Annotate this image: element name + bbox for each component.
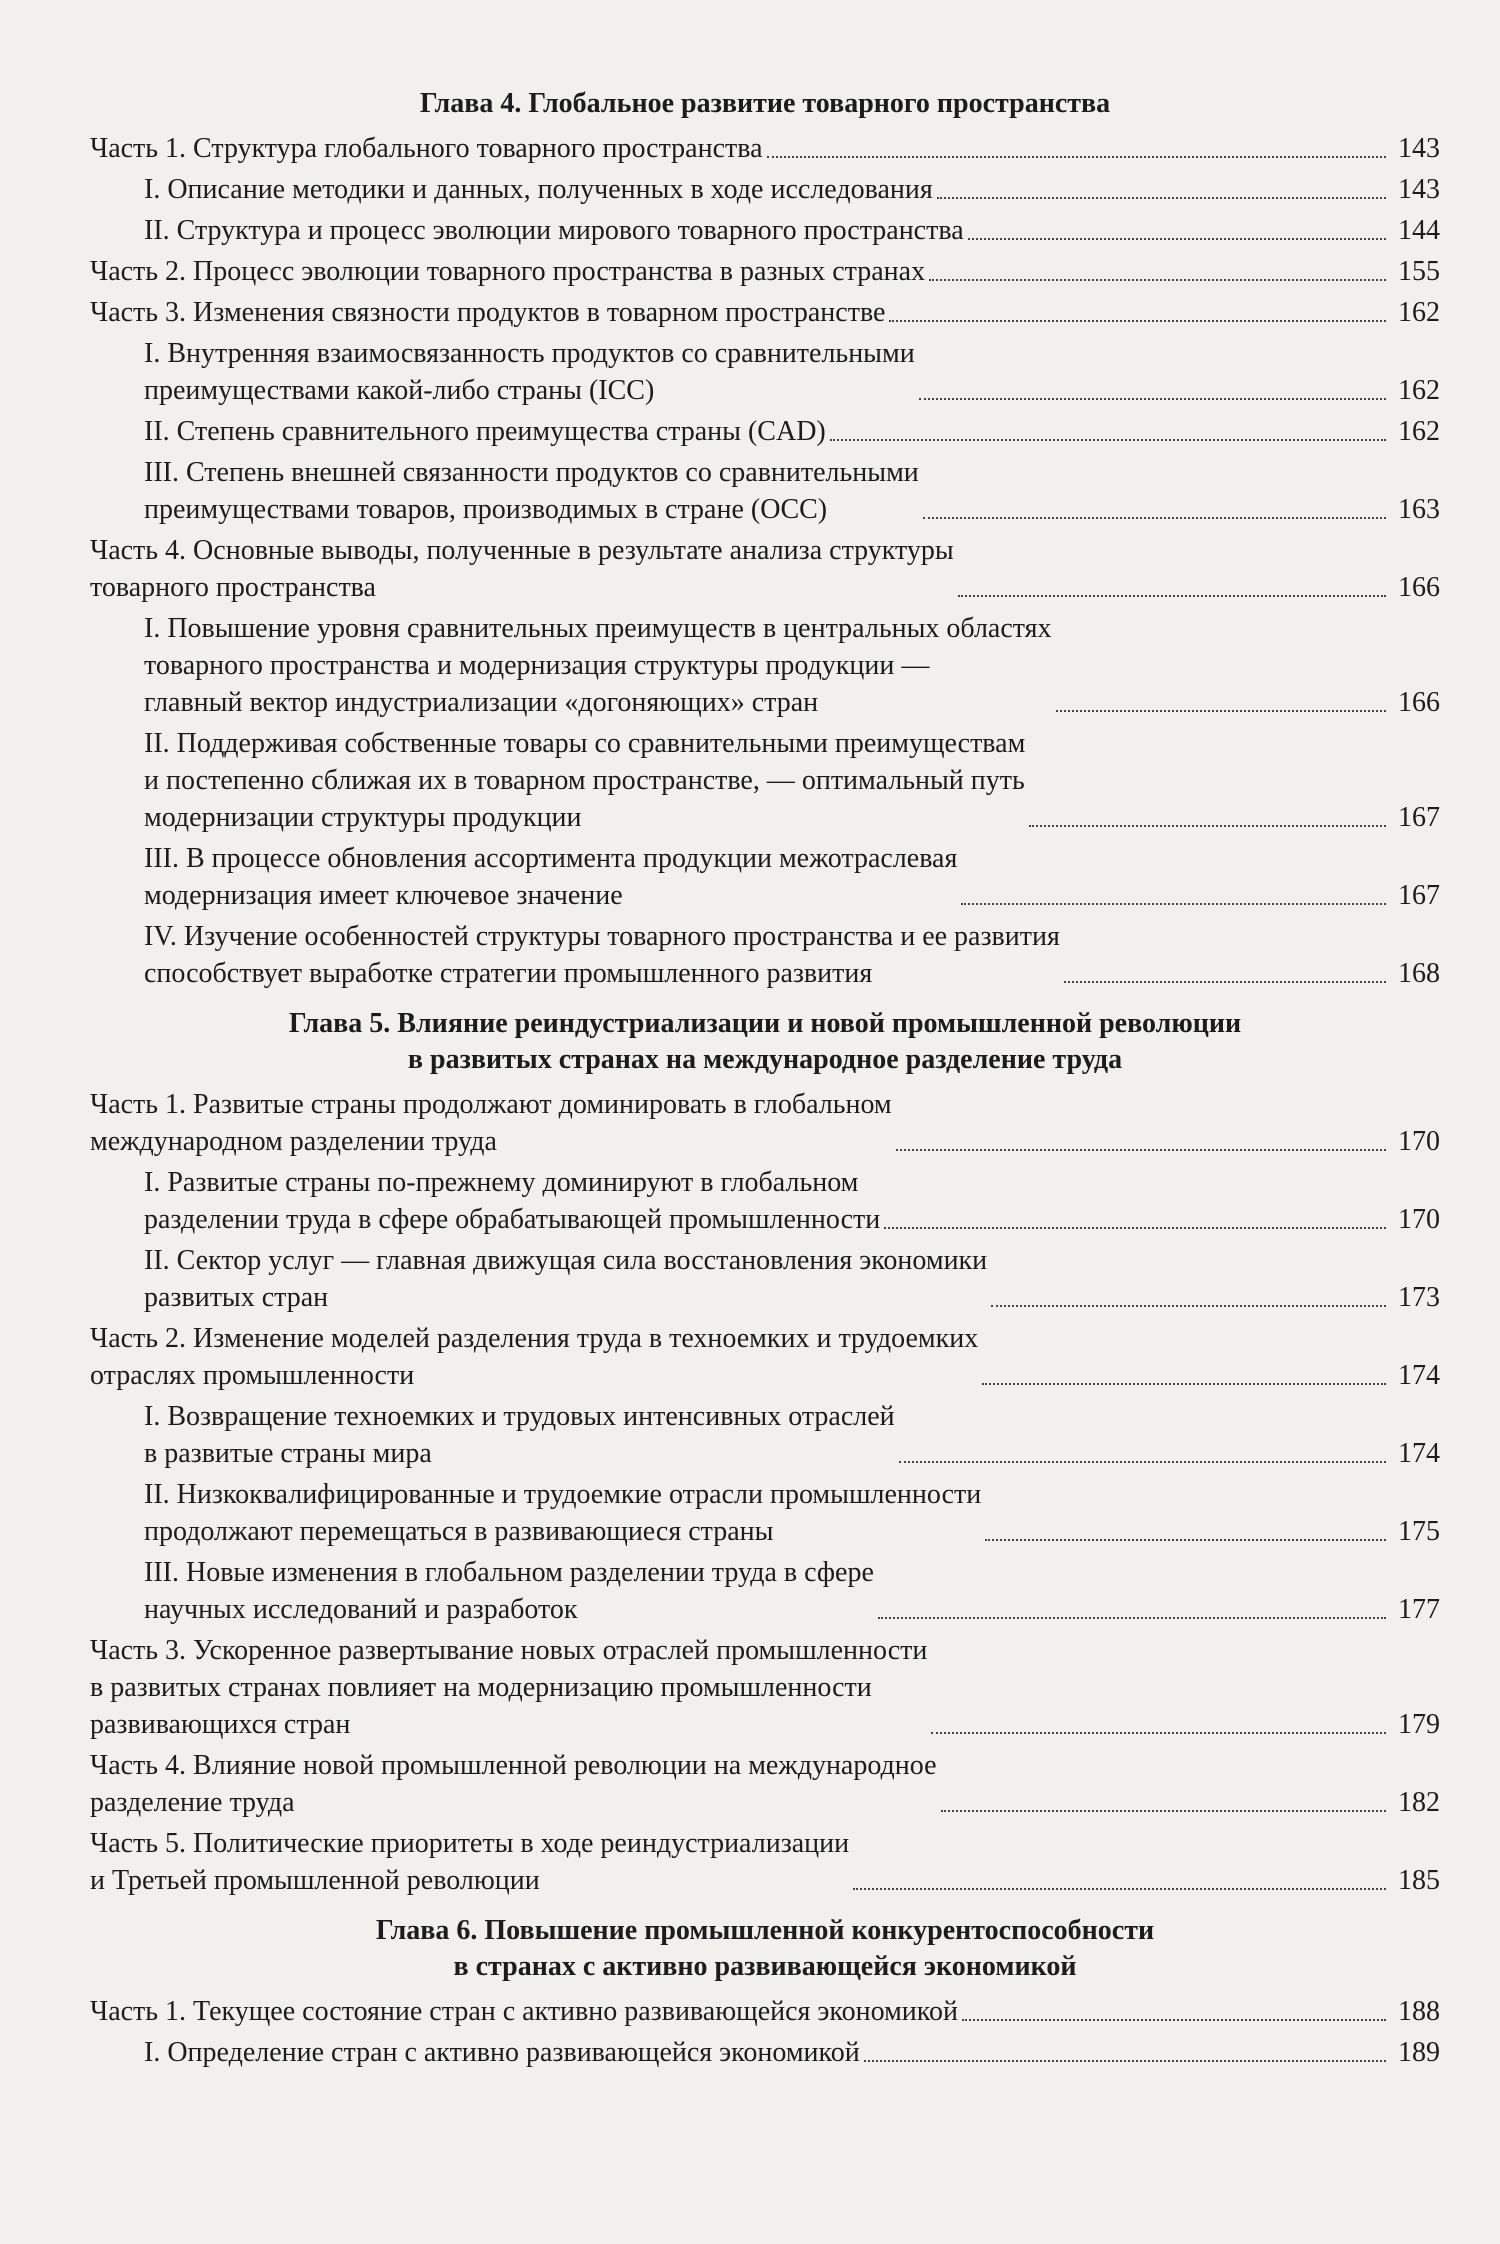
toc-page-number: 188 bbox=[1398, 1996, 1440, 2027]
toc-part-entry[interactable] bbox=[90, 1825, 1440, 1899]
dot-leader bbox=[1029, 825, 1386, 827]
dot-leader bbox=[929, 279, 1386, 281]
toc-subsection-entry[interactable] bbox=[90, 1476, 1440, 1550]
dot-leader bbox=[923, 517, 1386, 519]
dot-leader bbox=[878, 1617, 1386, 1619]
toc-page-number: 143 bbox=[1398, 174, 1440, 205]
dot-leader bbox=[991, 1305, 1386, 1307]
toc-entry-text: Часть 3. Ускоренное развертывание новых отраслей промышленности в развитых странах повлияет на модернизацию промышленности развивающихся стран bbox=[90, 1635, 928, 1740]
toc-subsection-entry[interactable] bbox=[90, 171, 1440, 208]
dot-leader bbox=[982, 1383, 1386, 1385]
dot-leader bbox=[958, 595, 1386, 597]
toc-part-entry[interactable] bbox=[90, 253, 1440, 290]
toc-entry-text: I. Внутренняя взаимосвязанность продуктов со сравнительными преимуществами какой-либо страны (ICC) bbox=[144, 338, 915, 406]
toc-subsection-entry[interactable] bbox=[90, 335, 1440, 409]
dot-leader bbox=[985, 1539, 1386, 1541]
dot-leader bbox=[961, 903, 1386, 905]
toc-entry-text: Часть 4. Основные выводы, полученные в результате анализа структуры товарного пространства bbox=[90, 535, 954, 603]
dot-leader bbox=[941, 1810, 1386, 1812]
toc-subsection-entry[interactable] bbox=[90, 212, 1440, 249]
toc-page-number: 189 bbox=[1398, 2037, 1440, 2068]
chapter-title: Глава 5. Влияние реиндустриализации и новой промышленной революции в развитых странах на международное разделение труда bbox=[288, 1008, 1242, 1075]
dot-leader bbox=[830, 439, 1386, 441]
toc-part-entry[interactable] bbox=[90, 1086, 1440, 1160]
toc-part-entry[interactable] bbox=[90, 1993, 1440, 2030]
toc-page-number: 182 bbox=[1398, 1787, 1440, 1818]
dot-leader bbox=[1064, 981, 1386, 983]
toc-entry-text: III. Новые изменения в глобальном разделении труда в сфере научных исследований и разработок bbox=[144, 1557, 874, 1625]
toc-part-entry[interactable] bbox=[90, 1747, 1440, 1821]
toc-page-number: 170 bbox=[1398, 1204, 1440, 1235]
toc-entry-text: II. Степень сравнительного преимущества страны (CAD) bbox=[144, 416, 826, 447]
toc-subsection-entry[interactable] bbox=[90, 610, 1440, 721]
toc-part-entry[interactable] bbox=[90, 1632, 1440, 1743]
toc-part-entry[interactable] bbox=[90, 130, 1440, 167]
chapter-title: Глава 4. Глобальное развитие товарного пространства bbox=[419, 88, 1111, 119]
toc-entry-text: Часть 2. Изменение моделей разделения труда в техноемких и трудоемких отраслях промышленности bbox=[90, 1323, 979, 1391]
dot-leader bbox=[853, 1888, 1386, 1890]
table-of-contents bbox=[90, 80, 1440, 2085]
dot-leader bbox=[937, 197, 1386, 199]
toc-page-number: 162 bbox=[1398, 416, 1440, 447]
toc-part-entry[interactable] bbox=[90, 1320, 1440, 1394]
toc-subsection-entry[interactable] bbox=[90, 413, 1440, 450]
toc-page-number: 174 bbox=[1398, 1360, 1440, 1391]
dot-leader bbox=[896, 1149, 1386, 1151]
dot-leader bbox=[899, 1461, 1386, 1463]
toc-entry-text: II. Низкоквалифицированные и трудоемкие отрасли промышленности продолжают перемещаться в развивающиеся страны bbox=[144, 1479, 982, 1547]
toc-page-number: 179 bbox=[1398, 1709, 1440, 1740]
dot-leader bbox=[884, 1227, 1386, 1229]
toc-entry-text: I. Развитые страны по-прежнему доминируют в глобальном разделении труда в сфере обрабатывающей промышленности bbox=[144, 1167, 881, 1235]
toc-entry-text: Часть 3. Изменения связности продуктов в товарном пространстве bbox=[90, 297, 886, 328]
chapter-section bbox=[90, 1913, 1440, 2071]
toc-entry-text: I. Возвращение техноемких и трудовых интенсивных отраслей в развитые страны мира bbox=[144, 1401, 895, 1469]
toc-page-number: 168 bbox=[1398, 958, 1440, 989]
toc-subsection-entry[interactable] bbox=[90, 1554, 1440, 1628]
dot-leader bbox=[968, 238, 1386, 240]
toc-page-number: 174 bbox=[1398, 1438, 1440, 1469]
toc-page-number: 175 bbox=[1398, 1516, 1440, 1547]
toc-entry-text: II. Структура и процесс эволюции мирового товарного пространства bbox=[144, 215, 964, 246]
dot-leader bbox=[1056, 710, 1386, 712]
toc-page-number: 170 bbox=[1398, 1126, 1440, 1157]
toc-page-number: 143 bbox=[1398, 133, 1440, 164]
toc-subsection-entry[interactable] bbox=[90, 840, 1440, 914]
toc-entry-text: II. Сектор услуг — главная движущая сила восстановления экономики развитых стран bbox=[144, 1245, 988, 1313]
toc-page-number: 167 bbox=[1398, 880, 1440, 911]
toc-page-number: 162 bbox=[1398, 297, 1440, 328]
toc-subsection-entry[interactable] bbox=[90, 1398, 1440, 1472]
toc-entry-text: III. Степень внешней связанности продуктов со сравнительными преимуществами товаров, производимых в стране (OCC) bbox=[144, 457, 919, 525]
toc-page-number: 167 bbox=[1398, 802, 1440, 833]
chapter-section bbox=[90, 1006, 1440, 1899]
toc-entry-text: I. Определение стран с активно развивающейся экономикой bbox=[144, 2037, 860, 2068]
toc-page-number: 166 bbox=[1398, 687, 1440, 718]
toc-subsection-entry[interactable] bbox=[90, 725, 1440, 836]
toc-subsection-entry[interactable] bbox=[90, 454, 1440, 528]
toc-page-number: 144 bbox=[1398, 215, 1440, 246]
dot-leader bbox=[962, 2019, 1386, 2021]
toc-page-number: 163 bbox=[1398, 494, 1440, 525]
toc-entry-text: Часть 1. Развитые страны продолжают доминировать в глобальном международном разделении труда bbox=[90, 1089, 892, 1157]
chapter-section bbox=[90, 86, 1440, 992]
toc-page-number: 185 bbox=[1398, 1865, 1440, 1896]
toc-subsection-entry[interactable] bbox=[90, 2034, 1440, 2071]
toc-entry-text: Часть 1. Структура глобального товарного пространства bbox=[90, 133, 763, 164]
chapter-title: Глава 6. Повышение промышленной конкурентоспособности в странах с активно развивающейся экономикой bbox=[375, 1915, 1155, 1982]
toc-entry-text: Часть 4. Влияние новой промышленной революции на международное разделение труда bbox=[90, 1750, 937, 1818]
toc-page-number: 162 bbox=[1398, 375, 1440, 406]
toc-entry-text: Часть 2. Процесс эволюции товарного пространства в разных странах bbox=[90, 256, 926, 287]
toc-entry-text: Часть 1. Текущее состояние стран с активно развивающейся экономикой bbox=[90, 1996, 958, 2027]
dot-leader bbox=[864, 2060, 1386, 2062]
toc-entry-text: IV. Изучение особенностей структуры товарного пространства и ее развития способствует выработке стратегии промышленного развития bbox=[144, 921, 1060, 989]
toc-page-number: 155 bbox=[1398, 256, 1440, 287]
dot-leader bbox=[889, 320, 1386, 322]
toc-entry-text: Часть 5. Политические приоритеты в ходе реиндустриализации и Третьей промышленной революции bbox=[90, 1828, 850, 1896]
toc-entry-text: III. В процессе обновления ассортимента продукции межотраслевая модернизация имеет ключевое значение bbox=[144, 843, 958, 911]
toc-page-number: 177 bbox=[1398, 1594, 1440, 1625]
toc-part-entry[interactable] bbox=[90, 294, 1440, 331]
toc-subsection-entry[interactable] bbox=[90, 1164, 1440, 1238]
toc-page-number: 173 bbox=[1398, 1282, 1440, 1313]
toc-page-number: 166 bbox=[1398, 572, 1440, 603]
dot-leader bbox=[919, 398, 1386, 400]
toc-entry-text: II. Поддерживая собственные товары со сравнительными преимуществам и постепенно сближая их в товарном пространстве, — оптимальный путь модернизации структуры продукции bbox=[144, 728, 1026, 833]
dot-leader bbox=[767, 156, 1386, 158]
dot-leader bbox=[931, 1732, 1386, 1734]
toc-entry-text: I. Описание методики и данных, полученных в ходе исследования bbox=[144, 174, 933, 205]
toc-entry-text: I. Повышение уровня сравнительных преимуществ в центральных областях товарного пространства и модернизация структуры продукции — главный вектор индустриализации «догоняющих» стран bbox=[144, 613, 1052, 718]
toc-subsection-entry[interactable] bbox=[90, 918, 1440, 992]
toc-subsection-entry[interactable] bbox=[90, 1242, 1440, 1316]
toc-part-entry[interactable] bbox=[90, 532, 1440, 606]
